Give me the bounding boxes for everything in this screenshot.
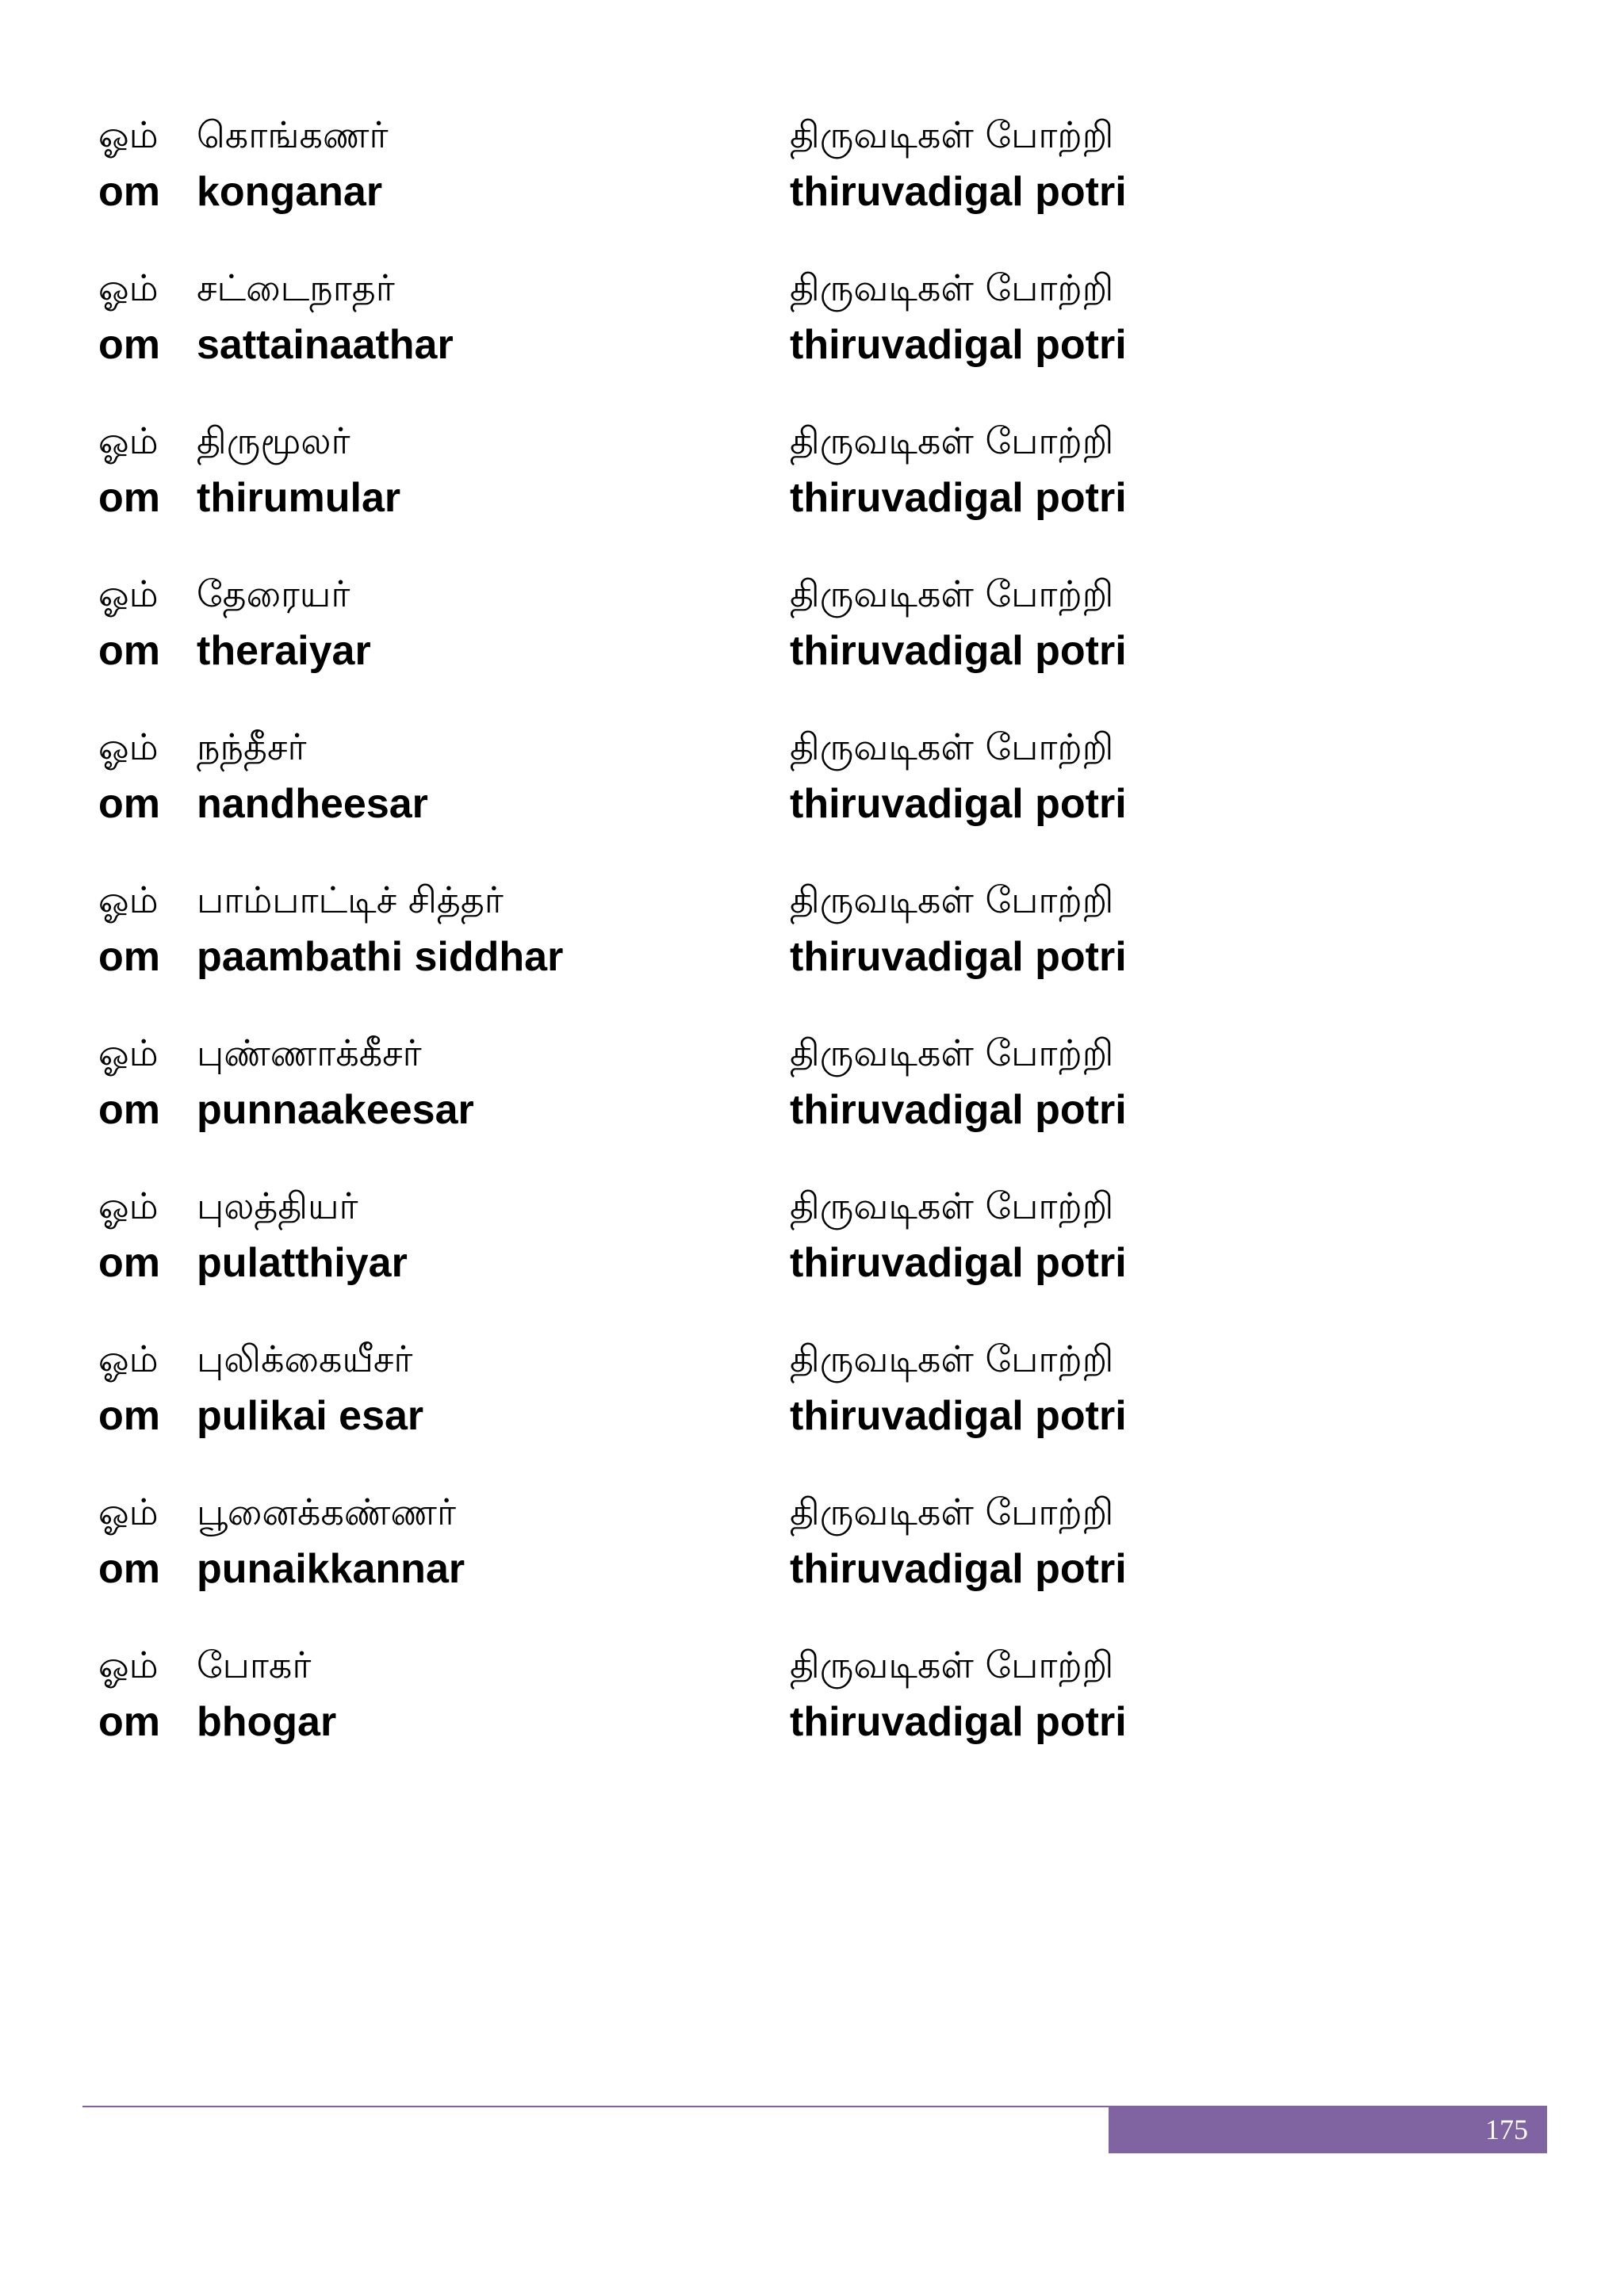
praise-roman: thiruvadigal potri [790,475,1127,521]
tamil-line [0,1177,1624,1234]
om-tamil: ஓம் [98,1644,159,1686]
siddhar-name-tamil: புலத்தியர் [197,1184,358,1227]
transliteration-line [0,622,1624,679]
list-item [0,1177,1624,1320]
transliteration-line [0,469,1624,526]
om-roman: om [98,934,160,980]
transliteration-line [0,928,1624,985]
om-tamil: ஓம் [98,1031,159,1074]
praise-tamil: திருவடிகள் போற்றி [790,1644,1114,1686]
siddhar-name-tamil: தேரையர் [197,572,350,615]
siddhar-name-tamil: புலிக்கையீசர் [197,1337,413,1380]
siddhar-name-tamil: பூனைக்கண்ணர் [197,1490,456,1533]
siddhar-name-roman: pulatthiyar [197,1240,408,1286]
list-item [0,259,1624,402]
list-item [0,1483,1624,1626]
siddhar-name-roman: konganar [197,169,383,215]
siddhar-name-tamil: சட்டைநாதர் [197,266,395,309]
praise-roman: thiruvadigal potri [790,1087,1127,1133]
om-roman: om [98,475,160,521]
tamil-line [0,106,1624,163]
om-tamil: ஓம் [98,419,159,462]
transliteration-line [0,1387,1624,1445]
tamil-line [0,1636,1624,1693]
transliteration-line [0,1693,1624,1751]
tamil-line [0,871,1624,928]
tamil-line [0,718,1624,775]
om-roman: om [98,1546,160,1592]
praise-tamil: திருவடிகள் போற்றி [790,1031,1114,1074]
praise-roman: thiruvadigal potri [790,628,1127,674]
praise-roman: thiruvadigal potri [790,1393,1127,1439]
praise-tamil: திருவடிகள் போற்றி [790,419,1114,462]
tamil-line [0,1483,1624,1540]
siddhar-name-roman: thirumular [197,475,401,521]
siddhar-name-roman: bhogar [197,1699,337,1745]
tamil-line [0,565,1624,622]
list-item [0,412,1624,555]
list-item [0,565,1624,708]
page-number-box [1109,2106,1547,2153]
siddhar-name-roman: punnaakeesar [197,1087,474,1133]
praise-roman: thiruvadigal potri [790,934,1127,980]
praise-roman: thiruvadigal potri [790,169,1127,215]
praise-tamil: திருவடிகள் போற்றி [790,113,1114,156]
praise-tamil: திருவடிகள் போற்றி [790,1337,1114,1380]
transliteration-line [0,1234,1624,1292]
om-roman: om [98,169,160,215]
tamil-line [0,1330,1624,1387]
list-item [0,1636,1624,1779]
praise-tamil: திருவடிகள் போற்றி [790,878,1114,921]
siddhar-name-roman: nandheesar [197,781,428,827]
om-roman: om [98,1699,160,1745]
om-tamil: ஓம் [98,878,159,921]
list-item [0,718,1624,861]
tamil-line [0,259,1624,316]
list-item [0,871,1624,1014]
om-tamil: ஓம் [98,1490,159,1533]
om-tamil: ஓம் [98,725,159,768]
praise-roman: thiruvadigal potri [790,322,1127,368]
praise-roman: thiruvadigal potri [790,1546,1127,1592]
om-roman: om [98,1087,160,1133]
siddhar-name-tamil: திருமூலர் [197,419,350,462]
siddhar-name-roman: punaikkannar [197,1546,465,1592]
tamil-line [0,412,1624,469]
tamil-line [0,1024,1624,1081]
list-item [0,1330,1624,1473]
siddhar-name-tamil: கொங்கணர் [197,113,389,156]
om-tamil: ஓம் [98,1337,159,1380]
siddhar-name-tamil: நந்தீசர் [197,725,307,768]
praise-roman: thiruvadigal potri [790,1699,1127,1745]
page-number: 175 [1485,2114,1528,2145]
siddhar-name-roman: theraiyar [197,628,371,674]
transliteration-line [0,316,1624,373]
praise-roman: thiruvadigal potri [790,1240,1127,1286]
praise-tamil: திருவடிகள் போற்றி [790,1184,1114,1227]
om-tamil: ஓம் [98,572,159,615]
list-item [0,106,1624,249]
transliteration-line [0,1081,1624,1138]
om-roman: om [98,1240,160,1286]
om-tamil: ஓம் [98,1184,159,1227]
siddhar-name-tamil: போகர் [197,1644,312,1686]
praise-roman: thiruvadigal potri [790,781,1127,827]
om-roman: om [98,322,160,368]
om-roman: om [98,628,160,674]
transliteration-line [0,775,1624,832]
praise-tamil: திருவடிகள் போற்றி [790,1490,1114,1533]
siddhar-name-tamil: பாம்பாட்டிச் சித்தர் [197,878,504,921]
siddhar-name-roman: pulikai esar [197,1393,424,1439]
transliteration-line [0,1540,1624,1598]
transliteration-line [0,163,1624,220]
praise-tamil: திருவடிகள் போற்றி [790,572,1114,615]
siddhar-name-roman: paambathi siddhar [197,934,564,980]
siddhar-name-roman: sattainaathar [197,322,454,368]
praise-tamil: திருவடிகள் போற்றி [790,266,1114,309]
om-tamil: ஓம் [98,266,159,309]
om-tamil: ஓம் [98,113,159,156]
om-roman: om [98,1393,160,1439]
siddhar-name-tamil: புண்ணாக்கீசர் [197,1031,422,1074]
list-item [0,1024,1624,1167]
om-roman: om [98,781,160,827]
praise-tamil: திருவடிகள் போற்றி [790,725,1114,768]
